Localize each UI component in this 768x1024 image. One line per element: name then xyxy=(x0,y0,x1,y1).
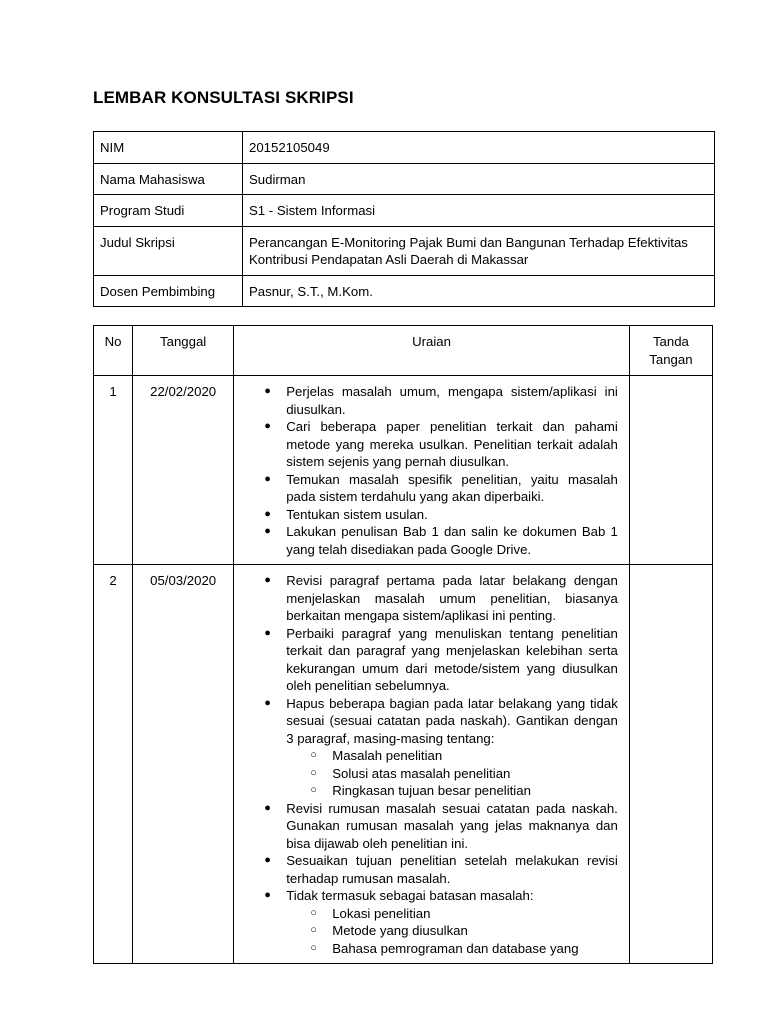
entry-number: 1 xyxy=(94,376,133,565)
sub-bullet-list xyxy=(286,905,618,958)
circle-bullet-icon: ○ xyxy=(310,924,317,936)
bullet-item xyxy=(240,523,623,558)
info-label: Judul Skripsi xyxy=(94,226,243,275)
info-value: S1 - Sistem Informasi xyxy=(243,195,715,227)
bullet-text: Perbaiki paragraf yang menuliskan tentang penelitian terkait dan paragraf yang menjelaskan kelebihan serta kekurangan umum dari metode/sistem yang diusulkan oleh penelitian sebelumnya. xyxy=(286,625,618,693)
sub-bullet-item xyxy=(286,747,618,765)
circle-bullet-icon: ○ xyxy=(310,784,317,796)
student-info-table xyxy=(93,131,715,307)
entry-date: 22/02/2020 xyxy=(133,376,234,565)
sub-bullet-item xyxy=(286,940,618,958)
info-row xyxy=(94,132,715,164)
info-value: Perancangan E-Monitoring Pajak Bumi dan Bangunan Terhadap Efektivitas Kontribusi Pendapatan Asli Daerah di Makassar xyxy=(243,226,715,275)
sub-bullet-text: Masalah penelitian xyxy=(332,748,443,763)
bullet-text: Hapus beberapa bagian pada latar belakang yang tidak sesuai (sesuai catatan pada naskah). Gantikan dengan 3 paragraf, masing-masing tentang: xyxy=(286,695,618,746)
log-header-row xyxy=(94,326,713,376)
info-label: NIM xyxy=(94,132,243,164)
bullet-item xyxy=(240,800,623,853)
bullet-icon: ● xyxy=(264,801,271,814)
header-signature: Tanda Tangan xyxy=(629,326,712,376)
entry-signature xyxy=(629,565,712,964)
bullet-icon: ● xyxy=(264,889,271,901)
bullet-icon: ● xyxy=(264,385,271,397)
header-date: Tanggal xyxy=(133,326,234,376)
info-value: 20152105049 xyxy=(243,132,715,164)
info-value: Pasnur, S.T., M.Kom. xyxy=(243,275,715,307)
info-value: Sudirman xyxy=(243,163,715,195)
sub-bullet-item xyxy=(286,765,618,783)
info-row xyxy=(94,195,715,227)
sub-bullet-text: Ringkasan tujuan besar penelitian xyxy=(332,783,531,798)
circle-bullet-icon: ○ xyxy=(310,766,317,779)
bullet-text: Lakukan penulisan Bab 1 dan salin ke dokumen Bab 1 yang telah disediakan pada Google Drive. xyxy=(286,524,618,557)
bullet-text: Tidak termasuk sebagai batasan masalah: xyxy=(286,888,534,903)
bullet-icon: ● xyxy=(264,420,271,432)
bullet-text: Revisi rumusan masalah sesuai catatan pada naskah. Gunakan rumusan masalah yang jelas maknanya dan bisa dijawab oleh penelitian ini. xyxy=(286,800,618,851)
info-row xyxy=(94,163,715,195)
log-row xyxy=(94,565,713,964)
page-title: LEMBAR KONSULTASI SKRIPSI xyxy=(93,88,354,107)
info-label: Program Studi xyxy=(94,195,243,227)
bullet-item xyxy=(240,572,623,625)
bullet-icon: ● xyxy=(264,854,271,866)
header-no: No xyxy=(94,326,133,376)
bullet-list xyxy=(240,383,623,558)
entry-signature xyxy=(629,376,712,565)
entry-description xyxy=(234,376,630,565)
bullet-icon: ● xyxy=(264,574,271,586)
info-row xyxy=(94,275,715,307)
bullet-item xyxy=(240,695,623,800)
consultation-log-table xyxy=(93,325,713,964)
info-label: Dosen Pembimbing xyxy=(94,275,243,307)
sub-bullet-list xyxy=(286,747,618,800)
bullet-item xyxy=(240,852,623,887)
circle-bullet-icon: ○ xyxy=(310,749,317,761)
bullet-text: Revisi paragraf pertama pada latar belakang dengan menjelaskan masalah umum penelitian, biasanya berkaitan mengapa sistem/aplikasi ini penting. xyxy=(286,573,618,623)
bullet-item xyxy=(240,887,623,957)
circle-bullet-icon: ○ xyxy=(310,906,317,919)
bullet-icon: ● xyxy=(264,696,271,709)
bullet-text: Tentukan sistem usulan. xyxy=(286,506,428,522)
bullet-item xyxy=(240,506,623,524)
bullet-item xyxy=(240,625,623,695)
bullet-text: Cari beberapa paper penelitian terkait dan pahami metode yang mereka usulkan. Penelitian terkait adalah sistem sejenis yang pernah diusulkan. xyxy=(286,419,618,469)
bullet-icon: ● xyxy=(264,507,271,520)
sub-bullet-text: Bahasa pemrograman dan database yang xyxy=(332,940,579,956)
bullet-item xyxy=(240,383,623,418)
bullet-list xyxy=(240,572,623,957)
header-description: Uraian xyxy=(234,326,630,376)
circle-bullet-icon: ○ xyxy=(310,941,317,954)
entry-date: 05/03/2020 xyxy=(133,565,234,964)
sub-bullet-text: Solusi atas masalah penelitian xyxy=(332,765,511,781)
entry-number: 2 xyxy=(94,565,133,964)
bullet-item xyxy=(240,471,623,506)
info-row xyxy=(94,226,715,275)
sub-bullet-item xyxy=(286,782,618,800)
entry-description xyxy=(234,565,630,964)
bullet-icon: ● xyxy=(264,626,271,639)
bullet-text: Temukan masalah spesifik penelitian, yaitu masalah pada sistem terdahulu yang akan diperbaiki. xyxy=(286,471,618,504)
bullet-text: Perjelas masalah umum, mengapa sistem/aplikasi ini diusulkan. xyxy=(286,384,618,417)
info-label: Nama Mahasiswa xyxy=(94,163,243,195)
log-row xyxy=(94,376,713,565)
bullet-icon: ● xyxy=(264,472,271,485)
sub-bullet-text: Metode yang diusulkan xyxy=(332,923,468,938)
bullet-item xyxy=(240,418,623,471)
sub-bullet-item xyxy=(286,905,618,923)
bullet-icon: ● xyxy=(264,525,271,537)
sub-bullet-item xyxy=(286,922,618,940)
bullet-text: Sesuaikan tujuan penelitian setelah melakukan revisi terhadap rumusan masalah. xyxy=(286,853,618,886)
sub-bullet-text: Lokasi penelitian xyxy=(332,905,431,921)
